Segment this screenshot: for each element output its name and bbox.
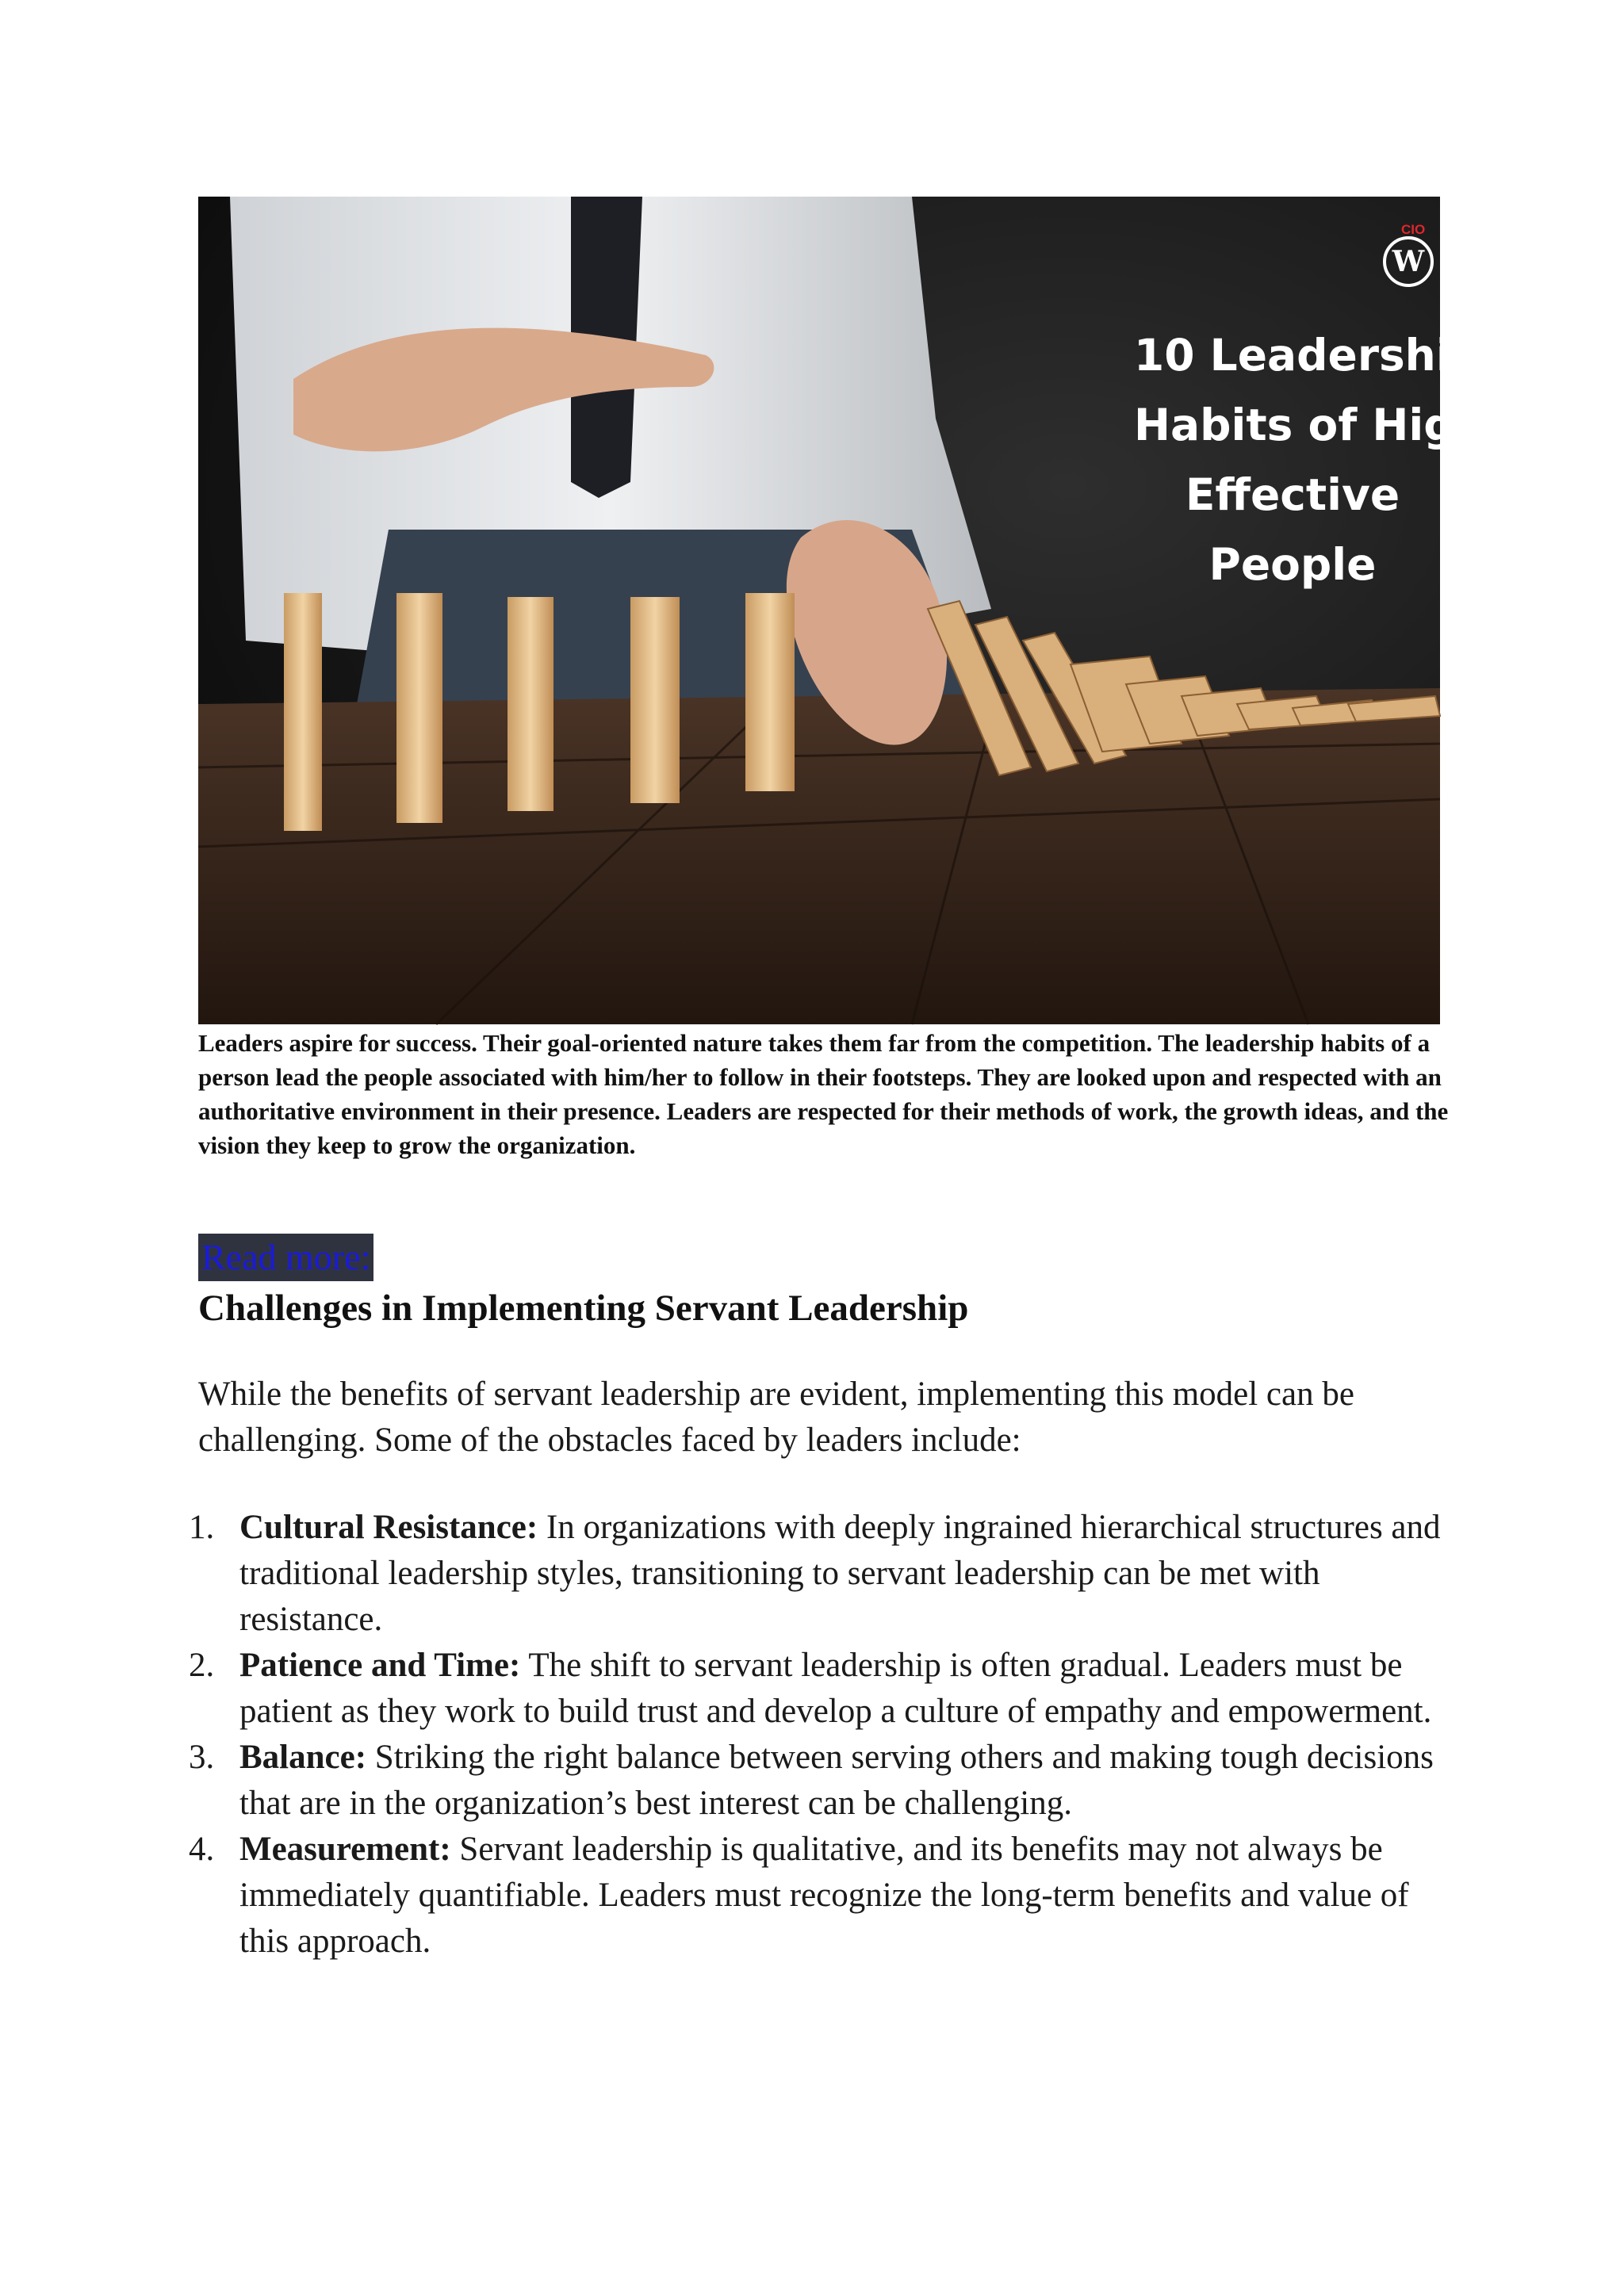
intro-paragraph: While the benefits of servant leadership are evident, implementing this model can be challenging. Some of the obstacles faced by leaders include:: [198, 1376, 1354, 1459]
list-item: [159, 1735, 1451, 1827]
list-item-term: Balance:: [239, 1739, 367, 1776]
read-more-link[interactable]: Read more:: [198, 1234, 373, 1281]
challenges-list: [159, 1505, 1451, 1965]
hero-title-line: People: [1208, 539, 1377, 590]
hero-title-line: Habits of Highly: [1134, 400, 1530, 450]
section-heading: Challenges in Implementing Servant Leadership: [198, 1288, 969, 1329]
hero-title-line: Effective: [1185, 469, 1400, 520]
list-number: 1.: [189, 1509, 215, 1546]
list-item-text: In organizations with deeply ingrained hierarchical structures and traditional leadership styles, transitioning to servant leadership can be met with resistance.: [239, 1509, 1441, 1638]
list-number: 4.: [189, 1831, 215, 1868]
list-item-term: Patience and Time:: [239, 1647, 521, 1684]
hero-image: [198, 197, 1530, 1024]
list-item: [159, 1827, 1451, 1965]
list-item: [159, 1643, 1451, 1735]
list-item-text: Servant leadership is qualitative, and its benefits may not always be immediately quantifiable. Leaders must recognize the long-term benefits and value of this approach.: [239, 1831, 1409, 1960]
list-item-term: Cultural Resistance:: [239, 1509, 538, 1546]
list-item: [159, 1505, 1451, 1643]
hero-title-line: 10 Leadership: [1134, 330, 1483, 381]
cio-logo: CIO W: [1372, 220, 1443, 292]
list-item-text: Striking the right balance between serving others and making tough decisions that are in the organization’s best interest can be challenging.: [239, 1739, 1434, 1822]
list-number: 3.: [189, 1739, 215, 1776]
list-number: 2.: [189, 1647, 215, 1684]
list-item-term: Measurement:: [239, 1831, 451, 1868]
hero-title: [1134, 320, 1530, 599]
image-caption: Leaders aspire for success. Their goal-oriented nature takes them far from the competition. The leadership habits of a person lead the people associated with him/her to follow in their footsteps. They are looked upon and respected with an authoritative environment in their presence. Leaders are respected for their methods of work, the growth ideas, and the vision they keep to grow the organization.: [198, 1029, 1449, 1159]
list-item-text: The shift to servant leadership is often gradual. Leaders must be patient as they work to build trust and develop a culture of empathy and empowerment.: [239, 1647, 1432, 1730]
